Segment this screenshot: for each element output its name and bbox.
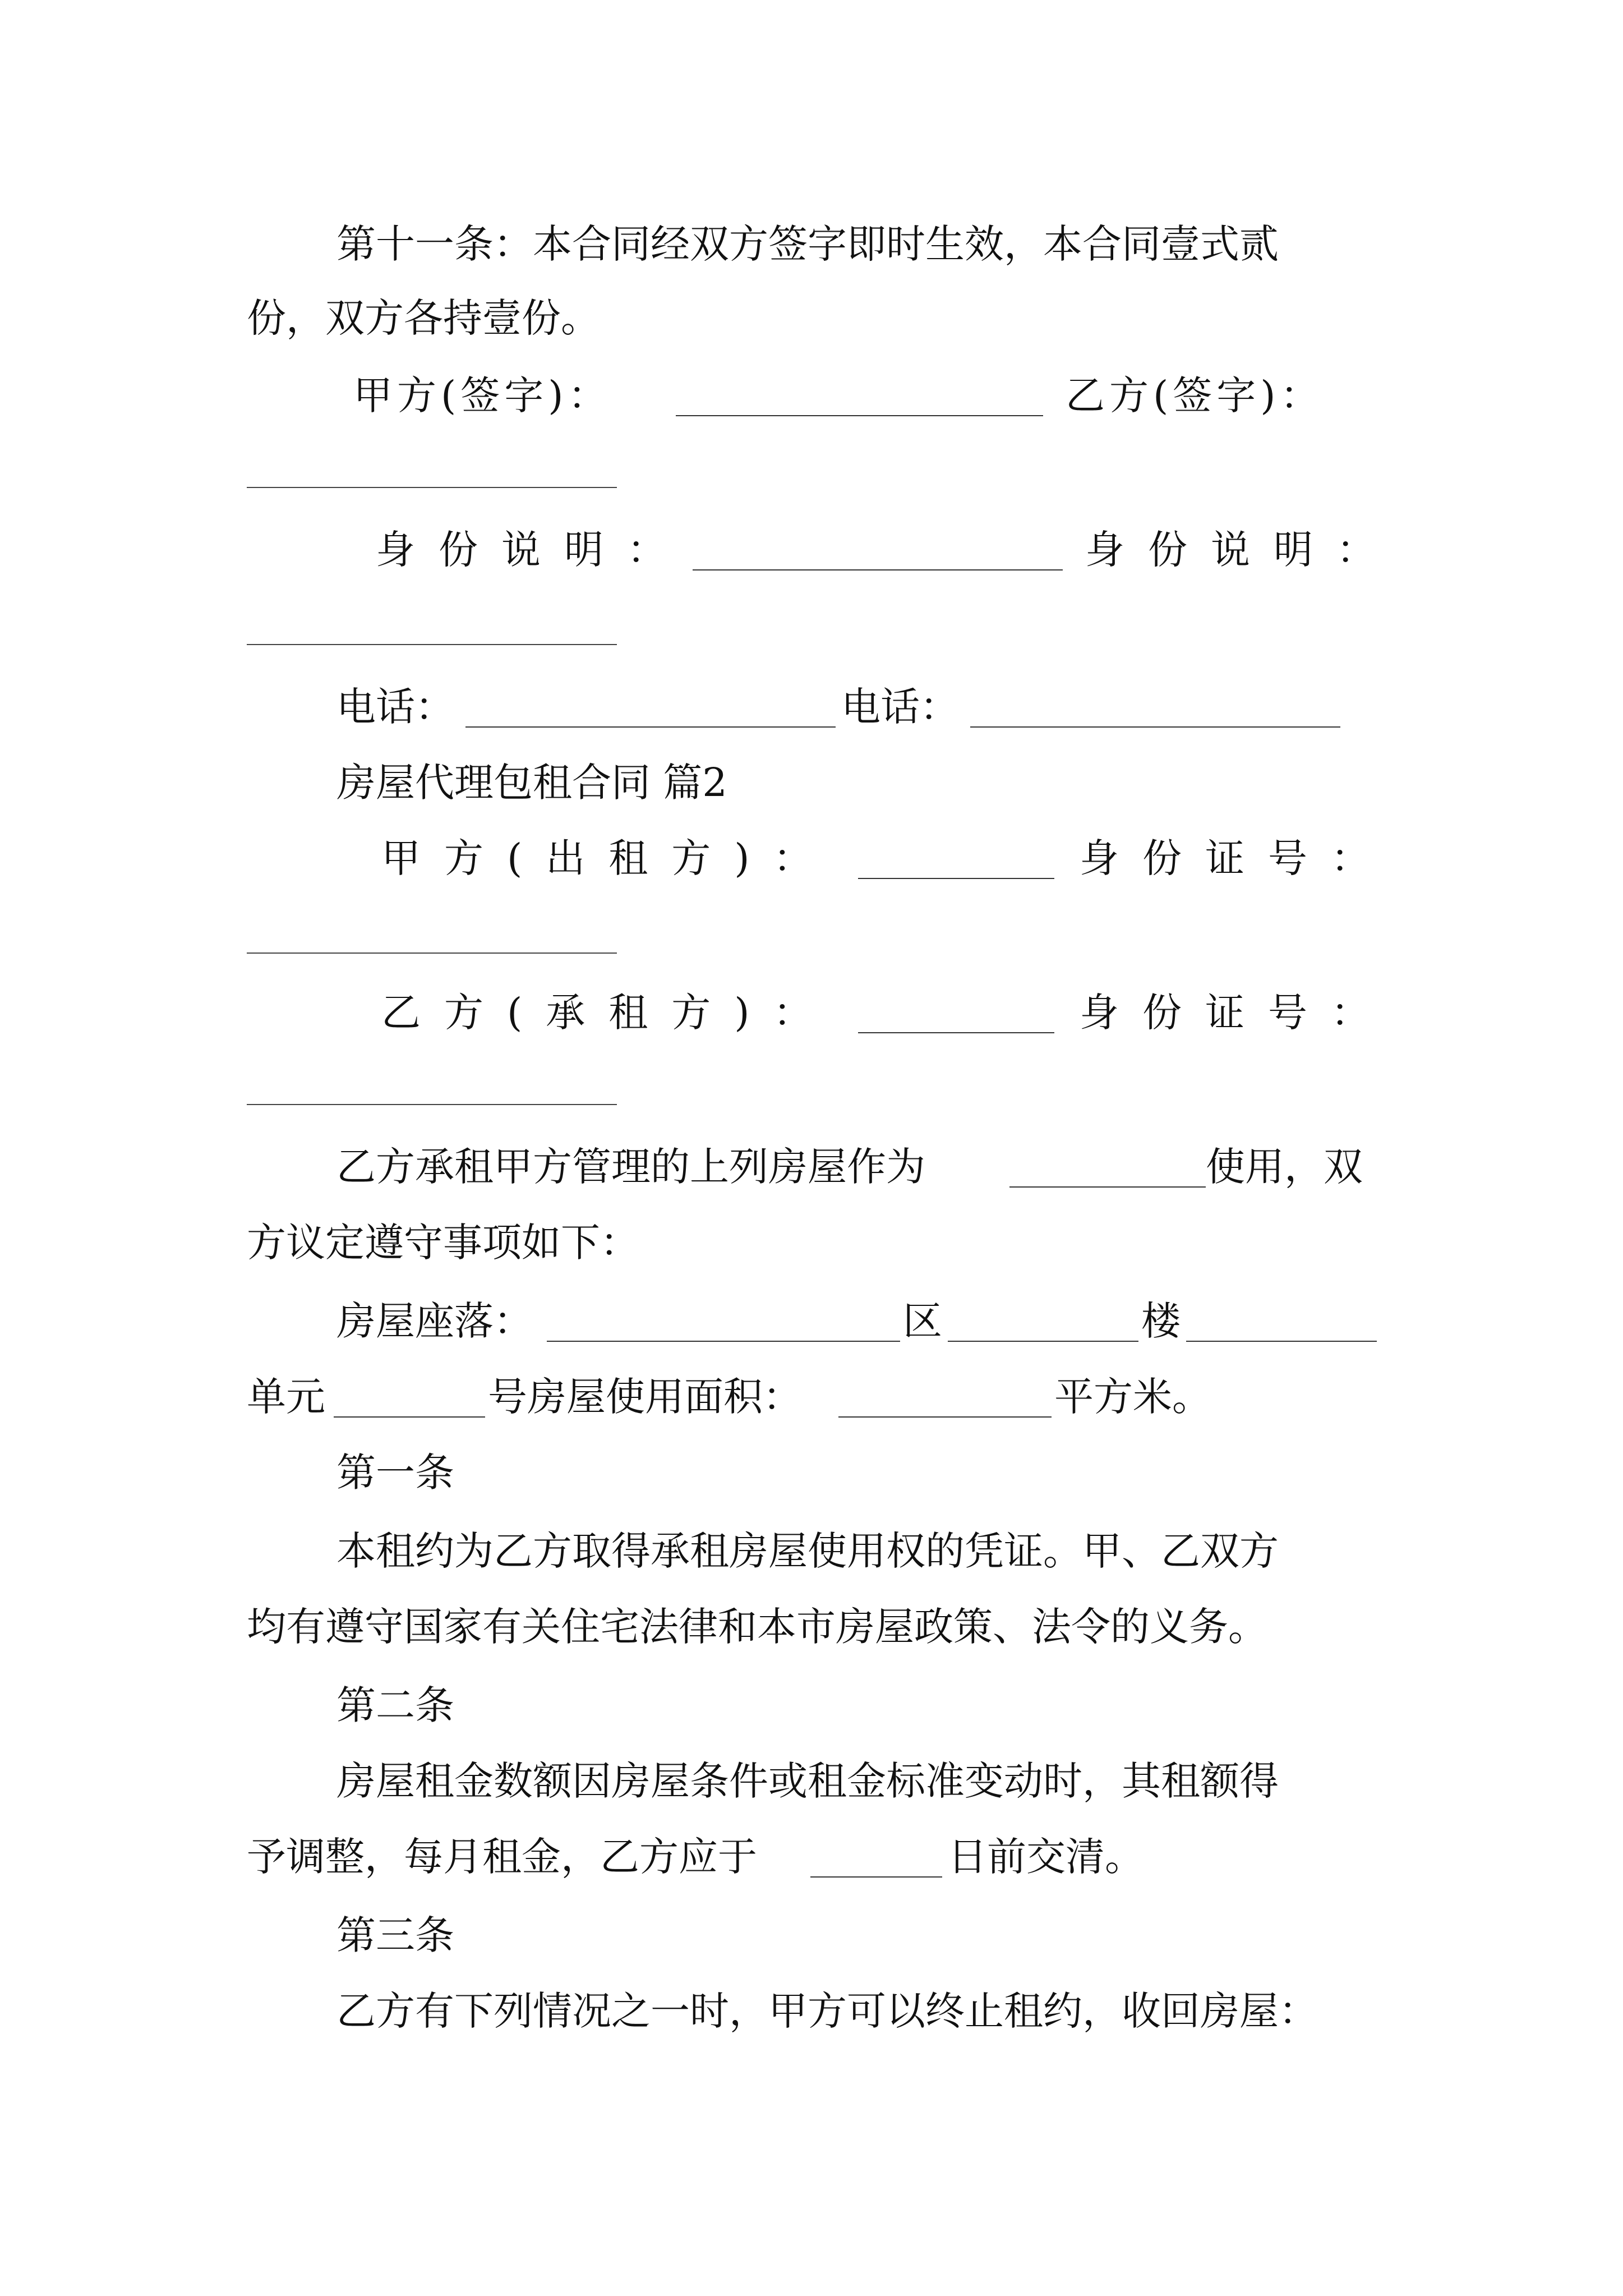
contract-2-heading-row <box>0 752 1623 813</box>
lessor-row <box>0 827 1623 889</box>
unit-label: 单元 <box>247 1374 325 1420</box>
usage-row <box>0 1136 1623 1198</box>
article-3-heading: 第三条 <box>336 1912 454 1958</box>
address-row <box>0 1290 1623 1352</box>
area-blank[interactable] <box>838 1416 1052 1418</box>
party-b-phone-blank[interactable] <box>970 726 1340 728</box>
party-b-id-note-label: 身份说明： <box>1085 527 1399 573</box>
address-label: 房屋座落： <box>336 1298 533 1344</box>
article-2-line-2 <box>0 1826 1623 1888</box>
district-blank[interactable] <box>948 1341 1138 1342</box>
article-2-line-1 <box>0 1750 1623 1812</box>
lessee-label: 乙方(承租方)： <box>381 990 836 1036</box>
party-a-sign-blank[interactable] <box>676 415 1043 416</box>
lessee-id-blank[interactable] <box>247 1104 617 1105</box>
contract-2-heading: 房屋代理包租合同 篇2 <box>336 760 727 806</box>
party-b-phone-label: 电话： <box>841 684 959 730</box>
lessee-id-label: 身份证号： <box>1080 990 1394 1036</box>
article-2-text-cont: 予调整，每月租金，乙方应于 <box>247 1834 757 1880</box>
party-b-sign-blank[interactable] <box>247 487 617 488</box>
lessor-id-label: 身份证号： <box>1080 835 1394 881</box>
party-a-sign-label: 甲方(签字)： <box>353 372 612 418</box>
building-label: 楼 <box>1141 1298 1181 1344</box>
article-2-text: 房屋租金数额因房屋条件或租金标准变动时，其租额得 <box>336 1758 1279 1804</box>
article-1-text: 本租约为乙方取得承租房屋使用权的凭证。甲、乙双方 <box>336 1528 1279 1574</box>
article-1-heading: 第一条 <box>336 1450 454 1496</box>
lessor-name-blank[interactable] <box>858 878 1054 879</box>
id-note-row <box>0 519 1623 581</box>
lessee-row <box>0 982 1623 1043</box>
article-2-heading-row <box>0 1674 1623 1736</box>
party-a-id-note-label: 身份说明： <box>376 527 690 573</box>
party-a-phone-blank[interactable] <box>465 726 836 728</box>
district-label: 区 <box>903 1298 942 1344</box>
signature-row <box>0 365 1623 426</box>
usage-text: 乙方承租甲方管理的上列房屋作为 <box>336 1144 925 1190</box>
area-unit: 平方米。 <box>1054 1374 1211 1420</box>
article-3-text: 乙方有下列情况之一时，甲方可以终止租约，收回房屋： <box>336 1988 1318 2034</box>
unit-blank[interactable] <box>334 1416 485 1418</box>
address-blank[interactable] <box>547 1341 900 1342</box>
usage-purpose-blank[interactable] <box>1009 1186 1206 1188</box>
article-1-line-2 <box>0 1596 1623 1658</box>
article-3-line-1 <box>0 1980 1623 2042</box>
party-a-phone-label: 电话： <box>336 684 454 730</box>
article-3-heading-row <box>0 1904 1623 1966</box>
party-b-sign-label: 乙方(签字)： <box>1066 372 1324 418</box>
usage-row-2 <box>0 1212 1623 1273</box>
clause-11-text: 第十一条：本合同经双方签字即时生效，本合同壹式贰 <box>336 221 1279 267</box>
article-1-line-1 <box>0 1520 1623 1582</box>
room-area-label: 号房屋使用面积： <box>488 1374 802 1420</box>
clause-11-text-cont: 份，双方各持壹份。 <box>247 295 600 341</box>
usage-text-cont: 方议定遵守事项如下： <box>247 1220 639 1266</box>
usage-text-end: 使用，双 <box>1206 1144 1363 1190</box>
clause-11-line-2 <box>0 287 1623 349</box>
rent-due-day-blank[interactable] <box>810 1876 942 1878</box>
unit-row <box>0 1366 1623 1428</box>
lessee-name-blank[interactable] <box>858 1032 1054 1033</box>
building-blank[interactable] <box>1186 1341 1377 1342</box>
article-2-heading: 第二条 <box>336 1682 454 1728</box>
clause-11-line-1 <box>0 213 1623 275</box>
party-b-id-note-blank[interactable] <box>247 644 617 645</box>
lessor-id-blank[interactable] <box>247 953 617 954</box>
article-2-text-end: 日前交清。 <box>948 1834 1144 1880</box>
article-1-heading-row <box>0 1442 1623 1503</box>
lessor-label: 甲方(出租方)： <box>381 835 836 881</box>
party-a-id-note-blank[interactable] <box>693 569 1063 570</box>
phone-row <box>0 676 1623 738</box>
article-1-text-cont: 均有遵守国家有关住宅法律和本市房屋政策、法令的义务。 <box>247 1604 1267 1650</box>
